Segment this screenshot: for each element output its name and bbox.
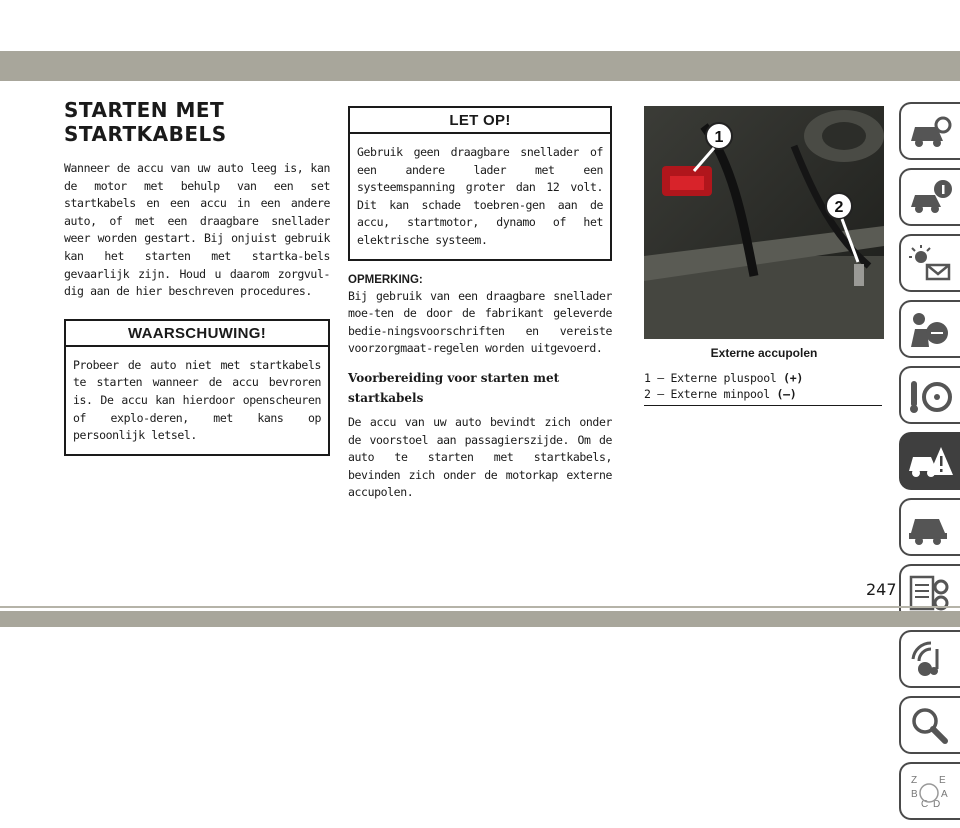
tab-car-dashboard[interactable] — [899, 102, 960, 160]
warning-text: Probeer de auto niet met startkabels te starten wanneer de accu bevroren is. De accu kan hierdoor openscheuren of explo-deren, met kans op persoonlijk letsel. — [73, 357, 321, 443]
figure-legend — [644, 370, 884, 402]
multimedia-icon — [907, 639, 953, 681]
starting-operating-icon — [907, 375, 953, 417]
top-band — [0, 51, 960, 81]
car-info-icon — [907, 177, 953, 219]
bottom-band — [0, 611, 960, 627]
caution-box — [348, 106, 612, 261]
tab-car-service[interactable] — [899, 498, 960, 556]
svg-text:E: E — [939, 775, 946, 786]
caution-title: LET OP! — [350, 108, 610, 134]
legend-item-1: 1 — Externe pluspool (+) — [644, 371, 803, 385]
tab-starting-operating[interactable] — [899, 366, 960, 424]
tab-language-index[interactable] — [899, 762, 960, 820]
legend-item-2: 2 — Externe minpool (–) — [644, 387, 797, 401]
language-index-icon — [907, 771, 953, 813]
caution-text: Gebruik geen draagbare snellader of een andere lader met een systeemspanning groter dan 12 volt. Dit kan schade toebren-gen aan de accu, startmotor, dynamo of het elektrische systeem. — [357, 145, 603, 247]
svg-text:D: D — [933, 799, 941, 810]
figure-caption: Externe accupolen — [710, 346, 818, 360]
engine-bay-photo — [644, 106, 884, 339]
subsection-text: De accu van uw auto bevindt zich onder de voorstoel aan passagierszijde. Om de auto te starten met startkabels, bevinden zich onder de motorkap externe accupolen. — [348, 414, 612, 500]
svg-text:2: 2 — [834, 199, 844, 216]
airbag-safety-icon — [907, 309, 953, 351]
note-text: Bij gebruik van een draagbare snellader moe-ten de door de fabrikant geleverde bedie-ningsvoorschriften en vereiste voorzorgmaat-regelen worden uitgevoerd. — [348, 288, 612, 356]
svg-text:Z: Z — [911, 775, 918, 786]
tab-emergency-roadside[interactable] — [899, 432, 960, 490]
svg-text:C: C — [921, 799, 929, 810]
engine-bay-illustration — [644, 106, 884, 339]
column-middle — [348, 106, 612, 502]
intro-paragraph: Wanneer de accu van uw auto leeg is, kan de motor met behulp van een set startkabels en een accu in een andere auto, of met een draagbare snellader weer worden gestart. Bij onjuist gebruik kan het starten met startka-bels gevaarlijk zijn. Houd u daarom zorgvul-dig aan de hier beschreven procedures. — [64, 161, 330, 299]
maintenance-specs-icon — [907, 573, 953, 615]
tab-search-index[interactable] — [899, 696, 960, 754]
page-number: 247 — [866, 580, 897, 599]
tab-warning-lights[interactable] — [899, 234, 960, 292]
tab-car-info[interactable] — [899, 168, 960, 226]
legend-divider — [644, 405, 882, 406]
chapter-tabs — [899, 102, 960, 828]
tab-multimedia[interactable] — [899, 630, 960, 688]
svg-text:A: A — [941, 789, 948, 800]
search-index-icon — [907, 705, 953, 747]
subsection-title: Voorbereiding voor starten met startkabels — [348, 370, 560, 405]
svg-text:B: B — [911, 789, 918, 800]
negative-terminal — [854, 264, 864, 286]
warning-box — [64, 319, 330, 456]
svg-text:1: 1 — [714, 129, 724, 146]
emergency-roadside-icon — [907, 441, 953, 483]
car-dashboard-icon — [907, 111, 953, 153]
warning-lights-message-icon — [907, 243, 953, 285]
column-left — [64, 98, 330, 456]
tab-airbag-safety[interactable] — [899, 300, 960, 358]
note-title: OPMERKING: — [348, 273, 423, 286]
section-title: STARTEN MET STARTKABELS — [64, 98, 227, 146]
car-service-icon — [907, 507, 953, 549]
bottom-rule — [0, 606, 960, 608]
warning-title: WAARSCHUWING! — [66, 321, 328, 347]
